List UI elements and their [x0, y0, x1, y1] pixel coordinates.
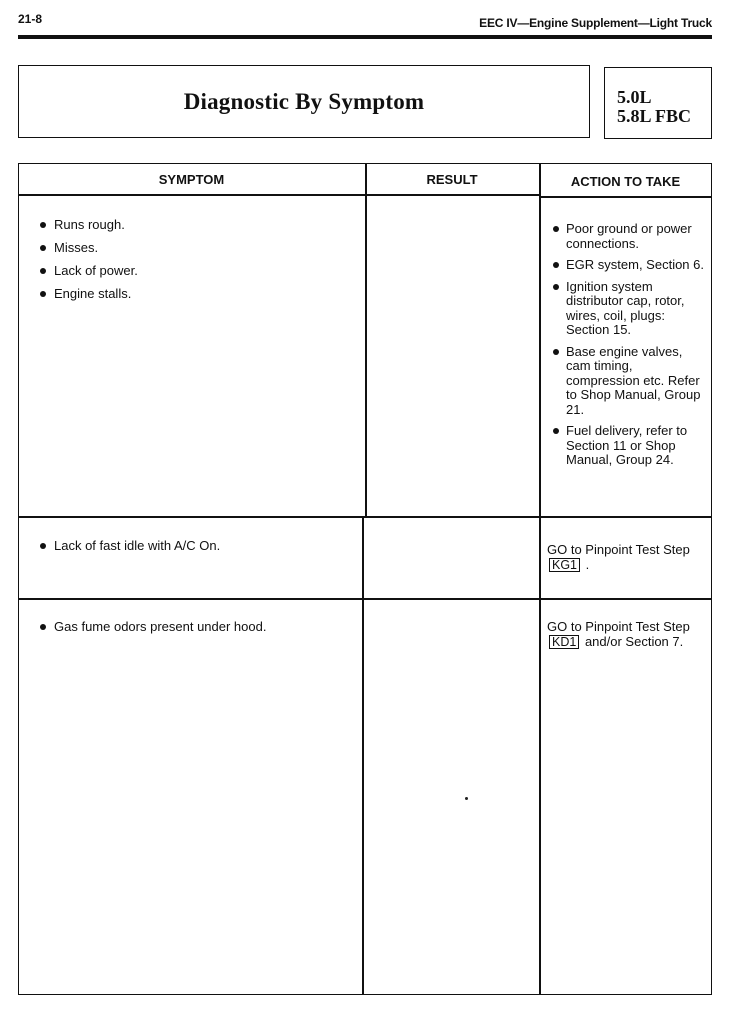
- list-item: Fuel delivery, refer to Section 11 or Shop Manual, Group 24.: [552, 424, 704, 468]
- action-prefix: GO to Pinpoint Test Step: [547, 619, 690, 634]
- engine-line-2: 5.8L FBC: [617, 106, 692, 126]
- column-divider-2: [539, 163, 541, 995]
- list-item: Engine stalls.: [38, 286, 138, 302]
- list-item: Ignition system distributor cap, rotor, wires, coil, plugs: Section 15.: [552, 280, 704, 338]
- page-title: Diagnostic By Symptom: [183, 88, 425, 114]
- row-divider-2: [18, 598, 712, 600]
- list-item: Runs rough.: [38, 217, 138, 233]
- row-3-action: [547, 620, 707, 649]
- column-header-symptom: SYMPTOM: [158, 172, 225, 187]
- list-item: EGR system, Section 6.: [552, 258, 704, 273]
- list-item: Misses.: [38, 240, 138, 256]
- header-rule: [18, 35, 712, 39]
- title-box: [18, 65, 590, 138]
- column-header-result: RESULT: [426, 172, 478, 187]
- column-header-action: ACTION TO TAKE: [570, 174, 681, 189]
- pinpoint-step-code: KG1: [549, 558, 580, 572]
- header-row-divider: [18, 194, 539, 196]
- row-divider-1: [18, 516, 712, 518]
- list-item: Lack of fast idle with A/C On.: [38, 538, 220, 554]
- list-item: Gas fume odors present under hood.: [38, 619, 266, 635]
- page-number: 21-8: [18, 12, 43, 26]
- action-suffix: .: [585, 556, 590, 572]
- action-prefix: GO to Pinpoint Test Step: [547, 542, 690, 557]
- print-speck: [465, 797, 468, 800]
- header-row-divider-action: [539, 196, 712, 198]
- row-2-action: [547, 543, 707, 572]
- row-3-symptoms: [38, 619, 266, 642]
- list-item: Base engine valves, cam timing, compression etc. Refer to Shop Manual, Group 21.: [552, 345, 704, 418]
- row-1-symptoms: [38, 217, 138, 309]
- row-1-actions: [552, 222, 704, 475]
- list-item: Poor ground or power connections.: [552, 222, 704, 251]
- engine-box: [604, 67, 712, 139]
- row-2-symptoms: [38, 538, 220, 561]
- column-divider-1b: [362, 516, 364, 995]
- column-divider-1: [365, 163, 367, 516]
- list-item: Lack of power.: [38, 263, 138, 279]
- engine-line-1: 5.0L: [617, 87, 652, 107]
- running-header: EEC IV—Engine Supplement—Light Truck: [479, 16, 712, 30]
- action-suffix: and/or Section 7.: [584, 633, 684, 649]
- pinpoint-step-code: KD1: [549, 635, 579, 649]
